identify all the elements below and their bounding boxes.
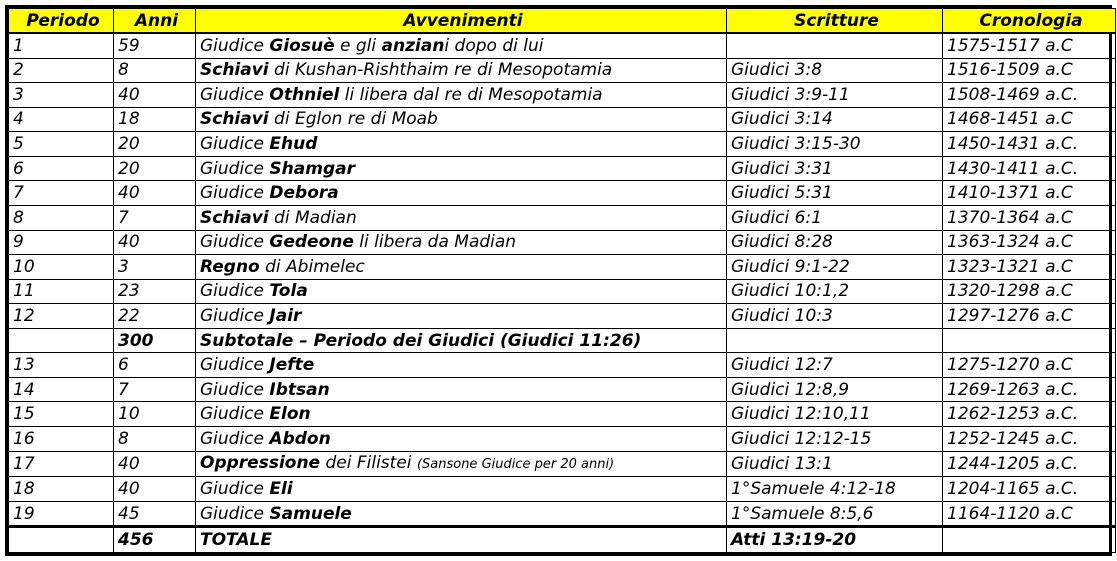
table-row	[9, 58, 1116, 83]
cell-anni: 8	[114, 427, 196, 452]
table-row	[9, 353, 1116, 378]
event-text-segment: di Madian	[268, 207, 357, 228]
cell-avvenimenti	[196, 279, 727, 304]
event-text-segment: Giudice	[200, 84, 270, 105]
event-text-segment: Giudice	[200, 158, 270, 179]
cell-anni: 7	[114, 205, 196, 230]
cell-scritture: Atti 13:19-20	[727, 527, 943, 553]
cell-cronologia: 1262-1253 a.C.	[943, 402, 1116, 427]
cell-avvenimenti	[196, 230, 727, 255]
cell-avvenimenti	[196, 501, 727, 527]
cell-periodo: 6	[9, 156, 114, 181]
cell-scritture	[727, 33, 943, 58]
cell-avvenimenti	[196, 83, 727, 108]
cell-scritture: Giudici 8:28	[727, 230, 943, 255]
table-row	[9, 279, 1116, 304]
cell-cronologia: 1450-1431 a.C.	[943, 132, 1116, 157]
table-row	[9, 132, 1116, 157]
header-avvenimenti: Avvenimenti	[196, 9, 727, 34]
cell-scritture: Giudici 10:3	[727, 304, 943, 329]
header-scritture: Scritture	[727, 9, 943, 34]
header-anni: Anni	[114, 9, 196, 34]
cell-avvenimenti	[196, 132, 727, 157]
cell-anni: 40	[114, 181, 196, 206]
event-text-segment: Giudice	[200, 428, 270, 449]
event-text-segment: Giudice	[200, 232, 270, 253]
table-row	[9, 477, 1116, 502]
cell-anni: 45	[114, 501, 196, 527]
event-text-segment: Eli	[269, 478, 293, 499]
table-row	[9, 156, 1116, 181]
cell-avvenimenti	[196, 255, 727, 280]
cell-avvenimenti	[196, 427, 727, 452]
cell-avvenimenti	[196, 156, 727, 181]
cell-cronologia: 1410-1371 a.C	[943, 181, 1116, 206]
cell-anni: 8	[114, 58, 196, 83]
event-text-segment: Giudice	[200, 379, 270, 400]
table-row	[9, 83, 1116, 108]
cell-scritture: Giudici 13:1	[727, 451, 943, 477]
cell-scritture: Giudici 12:12-15	[727, 427, 943, 452]
event-text-segment: Giudice	[200, 183, 270, 204]
cell-anni: 59	[114, 33, 196, 58]
cell-scritture: Giudici 12:7	[727, 353, 943, 378]
table-row	[9, 501, 1116, 527]
event-text-segment: Giosuè	[269, 35, 335, 56]
cell-scritture: Giudici 12:8,9	[727, 377, 943, 402]
event-text-segment: di Kushan-Rishthaim re di Mesopotamia	[268, 60, 613, 81]
cell-cronologia: 1430-1411 a.C.	[943, 156, 1116, 181]
cell-periodo: 19	[9, 501, 114, 527]
table-row	[9, 205, 1116, 230]
event-text-segment: Schiavi	[200, 207, 269, 228]
event-text-segment: Schiavi	[200, 60, 269, 81]
event-text-segment: Giudice	[200, 305, 270, 326]
event-text-segment: (Sansone Giudice per 20 anni)	[416, 456, 615, 472]
cell-cronologia	[943, 328, 1116, 353]
event-text-segment: Elon	[269, 404, 311, 425]
cell-cronologia: 1516-1509 a.C	[943, 58, 1116, 83]
cell-avvenimenti	[196, 527, 727, 553]
cell-periodo: 18	[9, 477, 114, 502]
cell-scritture: Giudici 3:9-11	[727, 83, 943, 108]
event-text-segment: TOTALE	[200, 530, 272, 551]
event-text-segment: Abdon	[269, 428, 331, 449]
cell-avvenimenti	[196, 353, 727, 378]
cell-periodo: 1	[9, 33, 114, 58]
cell-cronologia: 1508-1469 a.C.	[943, 83, 1116, 108]
cell-periodo: 5	[9, 132, 114, 157]
cell-periodo: 2	[9, 58, 114, 83]
cell-cronologia: 1468-1451 a.C	[943, 107, 1116, 132]
event-text-segment: Jair	[269, 305, 302, 326]
header-periodo: Periodo	[9, 9, 114, 34]
event-text-segment: di Abimelec	[259, 256, 365, 277]
cell-anni: 20	[114, 156, 196, 181]
cell-avvenimenti	[196, 328, 727, 353]
cell-cronologia: 1363-1324 a.C	[943, 230, 1116, 255]
cell-cronologia: 1297-1276 a.C	[943, 304, 1116, 329]
cell-periodo: 13	[9, 353, 114, 378]
event-text-segment: li libera dal re di Mesopotamia	[339, 84, 603, 105]
cell-avvenimenti	[196, 33, 727, 58]
cell-scritture: Giudici 9:1-22	[727, 255, 943, 280]
cell-cronologia: 1323-1321 a.C	[943, 255, 1116, 280]
subtotal-row	[9, 328, 1116, 353]
event-text-segment: Jefte	[269, 355, 315, 376]
cell-avvenimenti	[196, 58, 727, 83]
cell-anni: 22	[114, 304, 196, 329]
cell-periodo: 16	[9, 427, 114, 452]
cell-anni: 7	[114, 377, 196, 402]
cell-cronologia: 1164-1120 a.C	[943, 501, 1116, 527]
header-row	[9, 9, 1116, 34]
cell-avvenimenti	[196, 304, 727, 329]
cell-anni: 40	[114, 477, 196, 502]
cell-avvenimenti	[196, 181, 727, 206]
cell-cronologia: 1204-1165 a.C.	[943, 477, 1116, 502]
event-text-segment: dei Filistei	[320, 452, 417, 473]
cell-anni: 23	[114, 279, 196, 304]
cell-anni: 40	[114, 230, 196, 255]
cell-anni: 3	[114, 255, 196, 280]
event-text-segment: Debora	[269, 183, 339, 204]
cell-periodo: 12	[9, 304, 114, 329]
total-row	[9, 527, 1116, 553]
table-body	[9, 33, 1116, 553]
cell-anni: 456	[114, 527, 196, 553]
cell-scritture: Giudici 3:31	[727, 156, 943, 181]
cell-cronologia: 1269-1263 a.C.	[943, 377, 1116, 402]
event-text-segment: Othniel	[269, 84, 340, 105]
table-row	[9, 451, 1116, 477]
cell-scritture: Giudici 10:1,2	[727, 279, 943, 304]
event-text-segment: Shamgar	[269, 158, 355, 179]
event-text-segment: Tola	[269, 281, 308, 302]
cell-cronologia: 1275-1270 a.C	[943, 353, 1116, 378]
table-row	[9, 230, 1116, 255]
cell-cronologia: 1244-1205 a.C.	[943, 451, 1116, 477]
event-text-segment: Giudice	[200, 503, 270, 524]
event-text-segment: Schiavi	[200, 109, 269, 130]
event-text-segment: Giudice	[200, 478, 270, 499]
cell-anni: 6	[114, 353, 196, 378]
cell-avvenimenti	[196, 477, 727, 502]
cell-periodo: 17	[9, 451, 114, 477]
event-text-segment: Gedeone	[269, 232, 354, 253]
cell-scritture: Giudici 3:8	[727, 58, 943, 83]
table-row	[9, 181, 1116, 206]
cell-anni: 40	[114, 83, 196, 108]
table-row	[9, 304, 1116, 329]
table-row	[9, 107, 1116, 132]
cell-cronologia	[943, 527, 1116, 553]
table-row	[9, 402, 1116, 427]
cell-periodo	[9, 527, 114, 553]
event-text-segment: di Eglon re di Moab	[268, 109, 438, 130]
event-text-segment: anzian	[381, 35, 445, 56]
cell-periodo: 8	[9, 205, 114, 230]
event-text-segment: Giudice	[200, 134, 270, 155]
cell-periodo: 14	[9, 377, 114, 402]
cell-periodo: 15	[9, 402, 114, 427]
cell-periodo	[9, 328, 114, 353]
cell-scritture: 1°Samuele 4:12-18	[727, 477, 943, 502]
chronology-table	[8, 8, 1116, 553]
cell-anni: 20	[114, 132, 196, 157]
cell-scritture: Giudici 5:31	[727, 181, 943, 206]
cell-scritture: Giudici 3:14	[727, 107, 943, 132]
event-text-segment: Samuele	[269, 503, 352, 524]
event-text-segment: Giudice	[200, 404, 270, 425]
event-text-segment: Subtotale – Periodo dei Giudici (Giudici 11:26)	[200, 330, 642, 351]
event-text-segment: li libera da Madian	[353, 232, 517, 253]
event-text-segment: Oppressione	[200, 452, 321, 473]
table-row	[9, 255, 1116, 280]
cell-anni: 300	[114, 328, 196, 353]
cell-cronologia: 1320-1298 a.C	[943, 279, 1116, 304]
cell-scritture: 1°Samuele 8:5,6	[727, 501, 943, 527]
cell-cronologia: 1252-1245 a.C.	[943, 427, 1116, 452]
cell-periodo: 4	[9, 107, 114, 132]
cell-periodo: 11	[9, 279, 114, 304]
table-row	[9, 33, 1116, 58]
event-text-segment: Giudice	[200, 281, 270, 302]
cell-avvenimenti	[196, 377, 727, 402]
header-cronologia: Cronologia	[943, 9, 1116, 34]
cell-scritture: Giudici 12:10,11	[727, 402, 943, 427]
cell-cronologia: 1575-1517 a.C	[943, 33, 1116, 58]
cell-anni: 18	[114, 107, 196, 132]
chronology-table-frame	[5, 5, 1112, 556]
cell-anni: 40	[114, 451, 196, 477]
event-text-segment: Regno	[200, 256, 260, 277]
event-text-segment: Ibtsan	[269, 379, 330, 400]
table-row	[9, 377, 1116, 402]
cell-scritture: Giudici 6:1	[727, 205, 943, 230]
table-row	[9, 427, 1116, 452]
cell-anni: 10	[114, 402, 196, 427]
event-text-segment: i dopo di lui	[444, 35, 544, 56]
cell-periodo: 10	[9, 255, 114, 280]
cell-avvenimenti	[196, 402, 727, 427]
cell-avvenimenti	[196, 107, 727, 132]
cell-avvenimenti	[196, 205, 727, 230]
cell-scritture	[727, 328, 943, 353]
cell-periodo: 7	[9, 181, 114, 206]
event-text-segment: Giudice	[200, 355, 270, 376]
cell-periodo: 3	[9, 83, 114, 108]
event-text-segment: Ehud	[269, 134, 318, 155]
cell-avvenimenti	[196, 451, 727, 477]
cell-cronologia: 1370-1364 a.C	[943, 205, 1116, 230]
cell-scritture: Giudici 3:15-30	[727, 132, 943, 157]
event-text-segment: Giudice	[200, 35, 270, 56]
event-text-segment: e gli	[334, 35, 382, 56]
cell-periodo: 9	[9, 230, 114, 255]
